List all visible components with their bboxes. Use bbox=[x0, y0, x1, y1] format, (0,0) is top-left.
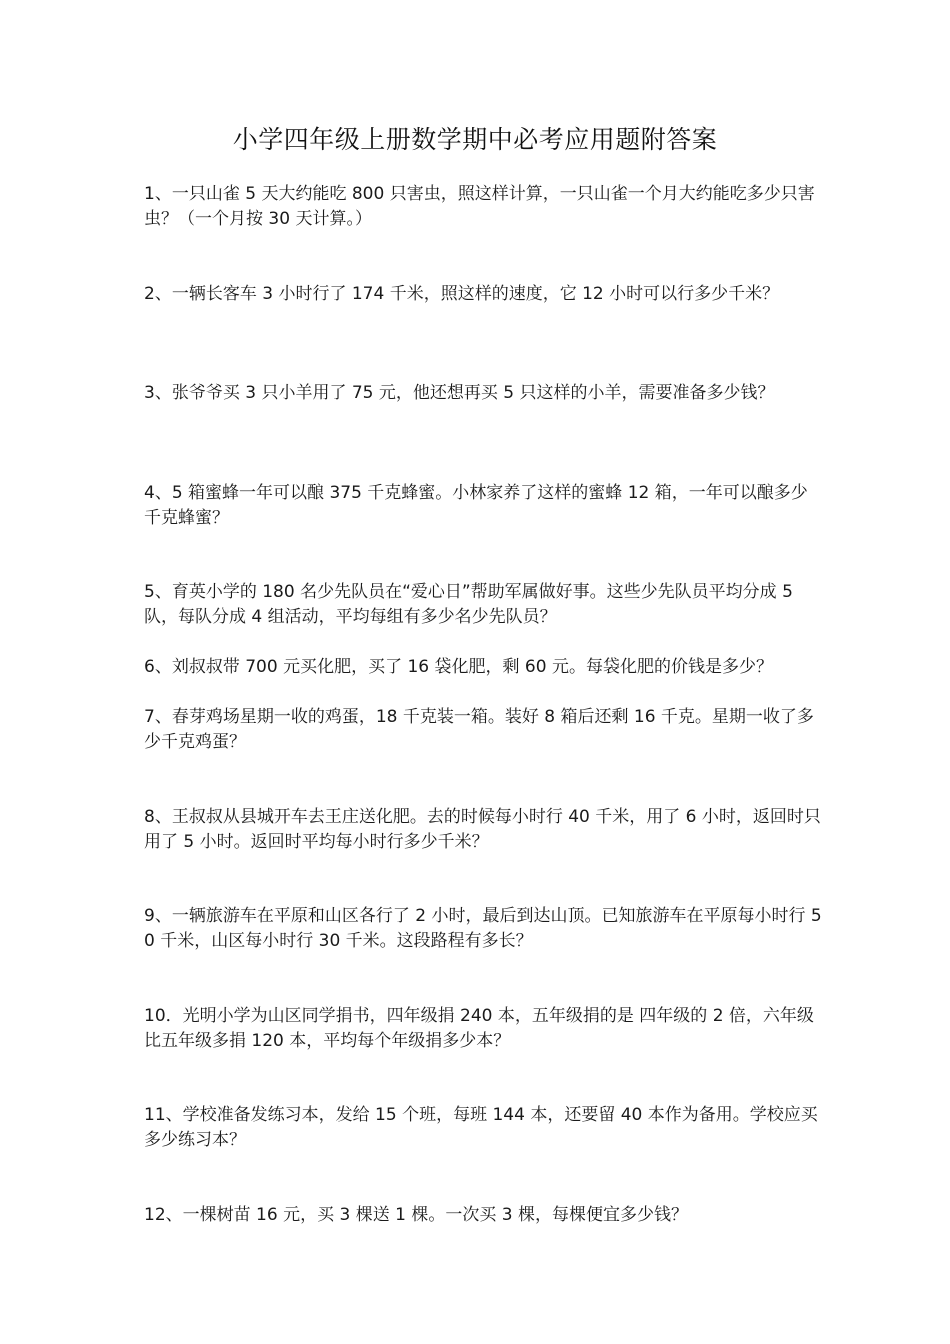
question-8: 8、王叔叔从县城开车去王庄送化肥。去的时候每小时行 40 千米，用了 6 小时，返回时只用了 5 小时。返回时平均每小时行多少千米？ bbox=[144, 807, 821, 852]
question-6: 6、刘叔叔带 700 元买化肥，买了 16 袋化肥，剩 60 元。每袋化肥的价钱是多少？ bbox=[144, 657, 773, 677]
question-3: 3、张爷爷买 3 只小羊用了 75 元，他还想再买 5 只这样的小羊，需要准备多少钱？ bbox=[144, 383, 775, 403]
question-2: 2、一辆长客车 3 小时行了 174 千米，照这样的速度，它 12 小时可以行多少千米？ bbox=[144, 284, 780, 304]
question-7: 7、春芽鸡场星期一收的鸡蛋，18 千克装一箱。装好 8 箱后还剩 16 千克。星期一收了多少千克鸡蛋？ bbox=[144, 707, 814, 752]
question-10: 10．光明小学为山区同学捐书，四年级捐 240 本，五年级捐的是 四年级的 2 倍，六年级比五年级多捐 120 本，平均每个年级捐多少本？ bbox=[144, 1006, 814, 1051]
question-9: 9、一辆旅游车在平原和山区各行了 2 小时，最后到达山顶。已知旅游车在平原每小时行 50 千米，山区每小时行 30 千米。这段路程有多长？ bbox=[144, 906, 822, 951]
document-title: 小学四年级上册数学期中必考应用题附答案 bbox=[232, 125, 718, 154]
question-5: 5、育英小学的 180 名少先队员在“爱心日”帮助军属做好事。这些少先队员平均分成 5 队，每队分成 4 组活动，平均每组有多少名少先队员？ bbox=[144, 582, 793, 627]
question-1: 1、一只山雀 5 天大约能吃 800 只害虫，照这样计算，一只山雀一个月大约能吃多少只害虫？（一个月按 30 天计算。） bbox=[144, 184, 815, 229]
question-11: 11、学校准备发练习本，发给 15 个班，每班 144 本，还要留 40 本作为备用。学校应买多少练习本？ bbox=[144, 1105, 818, 1150]
question-12: 12、一棵树苗 16 元，买 3 棵送 1 棵。一次买 3 棵，每棵便宜多少钱？ bbox=[144, 1205, 688, 1225]
question-4: 4、5 箱蜜蜂一年可以酿 375 千克蜂蜜。小林家养了这样的蜜蜂 12 箱，一年可以酿多少千克蜂蜜？ bbox=[144, 483, 808, 528]
